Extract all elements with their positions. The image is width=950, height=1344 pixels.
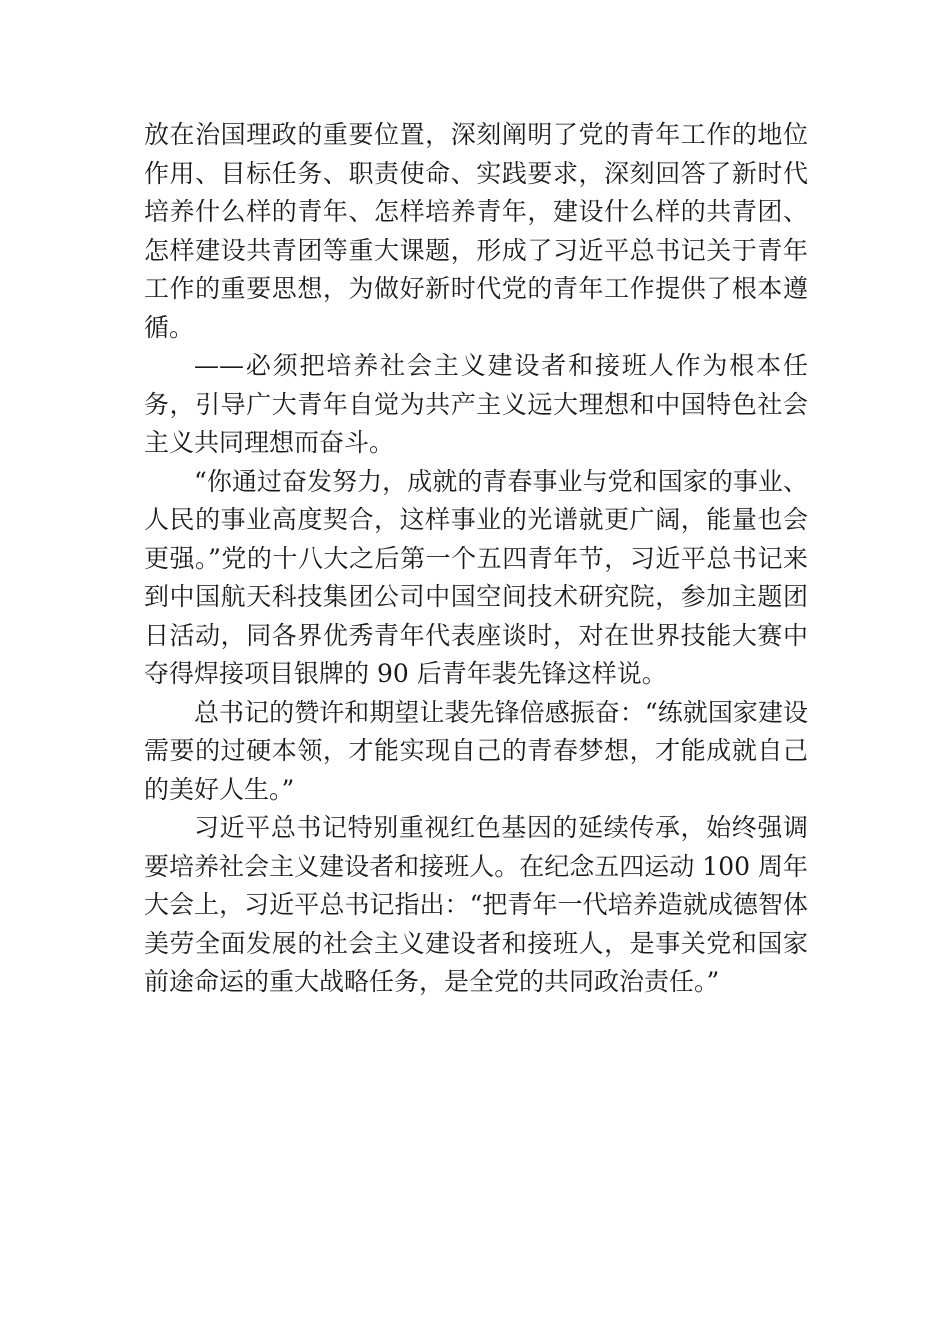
paragraph-1: 放在治国理政的重要位置，深刻阐明了党的青年工作的地位作用、目标任务、职责使命、实践要求，深刻回答了新时代培养什么样的青年、怎样培养青年，建设什么样的共青团、怎样建设共青团等重大课题，形成了习近平总书记关于青年工作的重要思想，为做好新时代党的青年工作提供了根本遵循。: [144, 120, 808, 342]
paragraph-2: ——必须把培养社会主义建设者和接班人作为根本任务，引导广大青年自觉为共产主义远大理想和中国特色社会主义共同理想而奋斗。: [144, 351, 808, 457]
document-body: [144, 116, 808, 1002]
paragraph-3: “你通过奋发努力，成就的青春事业与党和国家的事业、人民的事业高度契合，这样事业的光谱就更广阔，能量也会更强。”党的十八大之后第一个五四青年节，习近平总书记来到中国航天科技集团公司中国空间技术研究院，参加主题团日活动，同各界优秀青年代表座谈时，对在世界技能大赛中夺得焊接项目银牌的 90 后青年裴先锋这样说。: [144, 466, 808, 688]
paragraph-4: 总书记的赞许和期望让裴先锋倍感振奋：“练就国家建设需要的过硬本领，才能实现自己的青春梦想，才能成就自己的美好人生。”: [144, 697, 808, 804]
paragraph-5: 习近平总书记特别重视红色基因的延续传承，始终强调要培养社会主义建设者和接班人。在纪念五四运动 100 周年大会上，习近平总书记指出：“把青年一代培养造就成德智体美劳全面发展的社会主义建设者和接班人，是事关党和国家前途命运的重大战略任务，是全党的共同政治责任。”: [144, 813, 808, 996]
